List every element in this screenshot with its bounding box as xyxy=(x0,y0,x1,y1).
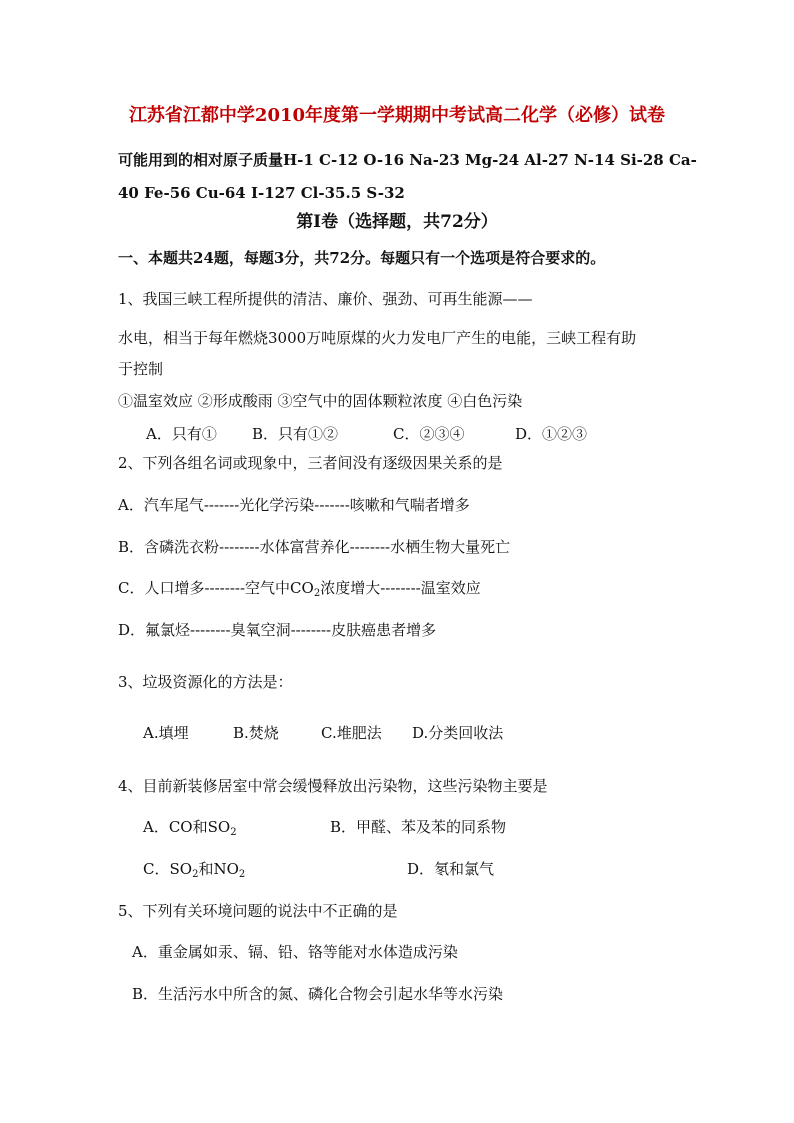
question-1-option-a: A．只有① xyxy=(146,425,217,443)
exam-title: 江苏省江都中学2010年度第一学期期中考试高二化学（必修）试卷 xyxy=(128,105,666,126)
subscript: 2 xyxy=(238,869,246,880)
question-4-option-d: D．氡和氯气 xyxy=(407,860,495,878)
question-1-option-d: D．①②③ xyxy=(515,425,588,443)
question-3-stem: 3、垃圾资源化的方法是： xyxy=(118,673,293,691)
question-1-stem-cont: 于控制 xyxy=(118,360,164,378)
question-1-option-c: C．②③④ xyxy=(393,425,465,443)
question-3-option-c: C.堆肥法 xyxy=(321,724,382,742)
question-5-stem: 5、下列有关环境问题的说法中不正确的是 xyxy=(118,902,398,920)
question-5-option-b: B．生活污水中所含的氮、磷化合物会引起水华等水污染 xyxy=(132,985,504,1003)
question-3-option-d: D.分类回收法 xyxy=(412,724,504,742)
option-text: 浓度增大--------温室效应 xyxy=(320,579,481,597)
section1-heading: 一、本题共24题，每题3分，共72分。每题只有一个选项是符合要求的。 xyxy=(118,249,606,267)
question-2-option-c xyxy=(118,578,481,598)
subscript: 2 xyxy=(313,588,321,599)
question-3-option-a: A.填埋 xyxy=(143,724,189,742)
question-1-items: ①温室效应 ②形成酸雨 ③空气中的固体颗粒浓度 ④白色污染 xyxy=(118,392,523,410)
option-text: C．人口增多--------空气中CO xyxy=(118,579,314,597)
question-1-stem: 1、我国三峡工程所提供的清洁、廉价、强劲、可再生能源—— xyxy=(118,290,533,308)
question-1-option-b: B．只有①② xyxy=(252,425,339,443)
question-2-option-a: A．汽车尾气-------光化学污染-------咳嗽和气喘者增多 xyxy=(118,496,470,514)
option-text: 和NO xyxy=(198,860,239,878)
question-4-option-c xyxy=(143,859,245,879)
question-3-option-b: B.焚烧 xyxy=(233,724,279,742)
subscript: 2 xyxy=(192,869,199,880)
option-text: C．SO xyxy=(143,860,193,878)
subscript: 2 xyxy=(230,827,237,838)
question-2-option-b: B．含磷洗衣粉--------水体富营养化--------水栖生物大量死亡 xyxy=(118,538,511,556)
question-5-option-a: A．重金属如汞、镉、铅、铬等能对水体造成污染 xyxy=(132,943,458,961)
question-4-stem: 4、目前新装修居室中常会缓慢释放出污染物，这些污染物主要是 xyxy=(118,777,548,795)
atomic-masses-line-1: 可能用到的相对原子质量H-1 C-12 O-16 Na-23 Mg-24 Al-27 N-14 Si-28 Ca- xyxy=(118,151,697,169)
question-2-option-d: D．氟氯烃--------臭氧空洞--------皮肤癌患者增多 xyxy=(118,621,437,639)
atomic-masses-line-2: 40 Fe-56 Cu-64 I-127 Cl-35.5 S-32 xyxy=(118,184,405,202)
question-4-option-b: B．甲醛、苯及苯的同系物 xyxy=(330,818,507,836)
question-1-stem-cont: 水电，相当于每年燃烧3000万吨原煤的火力发电厂产生的电能，三峡工程有助 xyxy=(118,329,637,347)
part1-heading: 第Ⅰ卷（选择题，共72分） xyxy=(296,212,498,232)
question-2-stem: 2、下列各组名词或现象中，三者间没有逐级因果关系的是 xyxy=(118,454,503,472)
question-4-option-a xyxy=(143,817,237,837)
option-text: A．CO和SO xyxy=(143,818,231,836)
